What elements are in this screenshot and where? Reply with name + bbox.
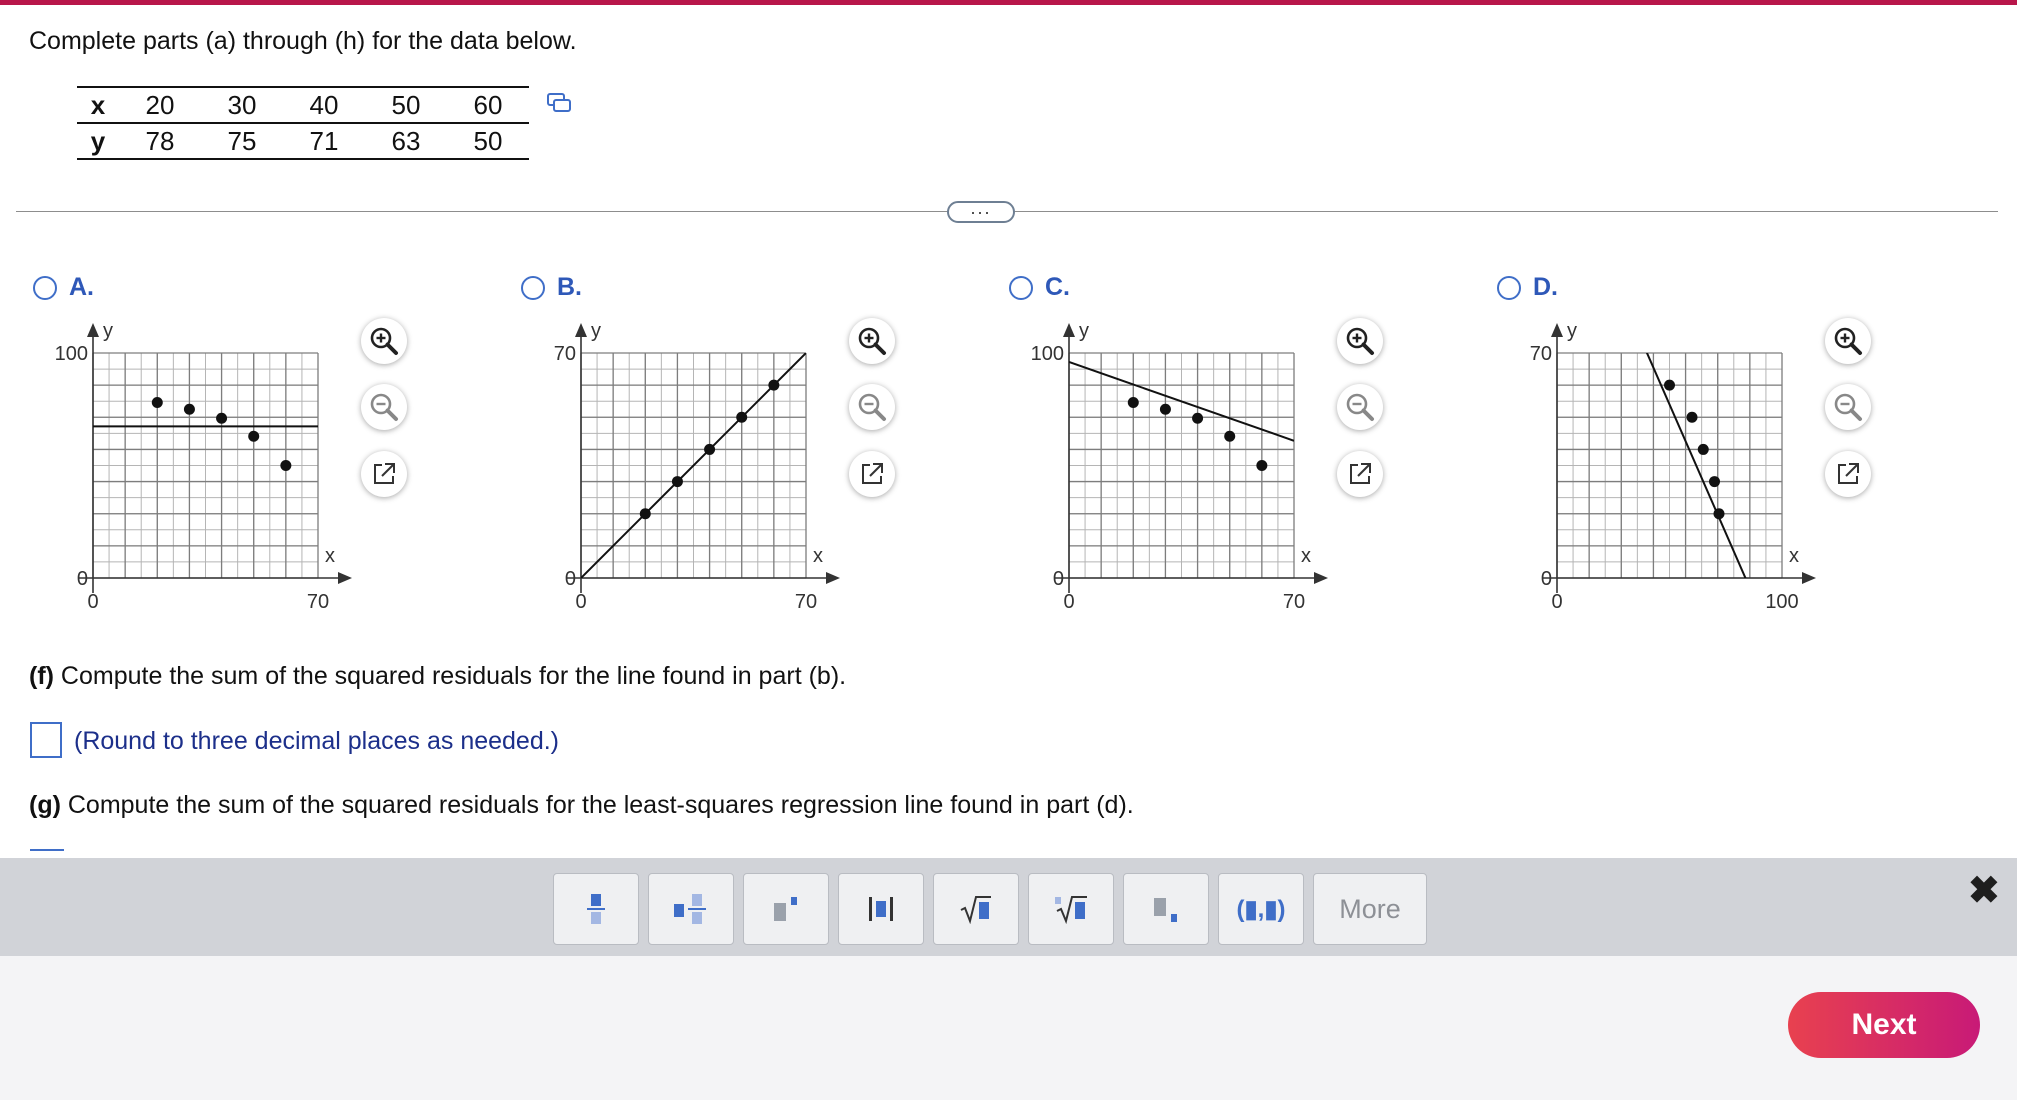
radio-b[interactable] xyxy=(521,276,545,300)
subscript-icon xyxy=(1152,894,1180,924)
data-point xyxy=(736,412,747,423)
open-icon xyxy=(1834,460,1862,488)
scatter-chart-d xyxy=(1504,310,1824,620)
x-axis-label: x xyxy=(813,545,823,567)
data-point xyxy=(1698,444,1709,455)
zoom-out-button-c[interactable] xyxy=(1337,384,1383,430)
data-point xyxy=(1160,404,1171,415)
y-min-tick-label: 0 xyxy=(1540,568,1552,590)
data-table xyxy=(77,86,529,160)
part-f-question xyxy=(29,662,846,691)
x-max-tick-label: 70 xyxy=(794,591,818,613)
part-g-text: Compute the sum of the squared residuals for the least-squares regression line found in part (d). xyxy=(60,791,1134,819)
y-max-tick-label: 100 xyxy=(54,343,88,365)
option-d-label: D. xyxy=(1533,273,1558,301)
option-a[interactable] xyxy=(33,273,94,302)
y-axis-label: y xyxy=(591,320,601,342)
table-cell: 71 xyxy=(283,123,365,159)
open-button-d[interactable] xyxy=(1825,451,1871,497)
zoom-in-button-a[interactable] xyxy=(361,318,407,364)
graph-b xyxy=(528,310,848,620)
data-point xyxy=(1256,460,1267,471)
y-min-tick-label: 0 xyxy=(76,568,88,590)
fraction-icon xyxy=(584,892,608,926)
exponent-icon xyxy=(772,894,800,924)
question-prompt: Complete parts (a) through (h) for the data below. xyxy=(29,27,577,55)
zoom-out-icon xyxy=(857,392,887,422)
x-axis-label: x xyxy=(1789,545,1799,567)
data-point xyxy=(1687,412,1698,423)
absolute-value-icon xyxy=(866,894,896,924)
data-point xyxy=(280,460,291,471)
y-axis-arrow xyxy=(1551,323,1563,337)
table-header-y: y xyxy=(77,123,119,159)
part-g-label: (g) xyxy=(29,791,61,819)
y-max-tick-label: 100 xyxy=(1030,343,1064,365)
zoom-in-icon xyxy=(369,326,399,356)
graph-a xyxy=(40,310,360,620)
square-root-icon xyxy=(959,894,993,924)
close-toolbar-icon[interactable]: ✖ xyxy=(1968,870,2000,912)
graph-d xyxy=(1504,310,1824,620)
zoom-out-button-b[interactable] xyxy=(849,384,895,430)
x-max-tick-label: 70 xyxy=(1282,591,1306,613)
radio-d[interactable] xyxy=(1497,276,1521,300)
option-c-label: C. xyxy=(1045,273,1070,301)
table-cell: 60 xyxy=(447,87,529,123)
open-button-a[interactable] xyxy=(361,451,407,497)
y-min-tick-label: 0 xyxy=(1052,568,1064,590)
expand-more-button[interactable]: ... xyxy=(947,201,1015,223)
footer-bar xyxy=(0,956,2017,1100)
subscript-button[interactable] xyxy=(1123,873,1209,945)
option-b-label: B. xyxy=(557,273,582,301)
data-point xyxy=(672,476,683,487)
x-axis-arrow xyxy=(826,572,840,584)
fraction-button[interactable] xyxy=(553,873,639,945)
x-max-tick-label: 70 xyxy=(306,591,330,613)
open-button-b[interactable] xyxy=(849,451,895,497)
table-header-x: x xyxy=(77,87,119,123)
part-g-answer-input[interactable] xyxy=(30,849,64,851)
scatter-chart-a xyxy=(40,310,360,620)
data-point xyxy=(1192,413,1203,424)
x-axis-label: x xyxy=(1301,545,1311,567)
x-min-tick-label: 0 xyxy=(87,591,99,613)
exponent-button[interactable] xyxy=(743,873,829,945)
next-button[interactable]: Next xyxy=(1788,992,1980,1058)
copy-table-icon[interactable] xyxy=(547,92,571,114)
mixed-number-button[interactable] xyxy=(648,873,734,945)
x-axis-arrow xyxy=(1314,572,1328,584)
zoom-out-icon xyxy=(369,392,399,422)
zoom-in-icon xyxy=(1833,326,1863,356)
zoom-out-button-a[interactable] xyxy=(361,384,407,430)
y-max-tick-label: 70 xyxy=(553,343,576,365)
zoom-out-icon xyxy=(1345,392,1375,422)
zoom-in-icon xyxy=(857,326,887,356)
data-point xyxy=(768,380,779,391)
top-accent-bar xyxy=(0,0,2017,5)
data-point xyxy=(640,508,651,519)
x-min-tick-label: 0 xyxy=(1551,591,1563,613)
zoom-in-button-c[interactable] xyxy=(1337,318,1383,364)
y-axis-label: y xyxy=(1567,320,1577,342)
table-cell: 78 xyxy=(119,123,201,159)
y-axis-label: y xyxy=(103,320,113,342)
table-cell: 75 xyxy=(201,123,283,159)
scatter-chart-b xyxy=(528,310,848,620)
radio-a[interactable] xyxy=(33,276,57,300)
data-point xyxy=(1714,508,1725,519)
x-max-tick-label: 100 xyxy=(1765,591,1799,613)
zoom-out-icon xyxy=(1833,392,1863,422)
open-icon xyxy=(1346,460,1374,488)
scatter-chart-c xyxy=(1016,310,1336,620)
data-point xyxy=(248,431,259,442)
data-point xyxy=(704,444,715,455)
zoom-in-button-b[interactable] xyxy=(849,318,895,364)
x-axis-arrow xyxy=(1802,572,1816,584)
open-button-c[interactable] xyxy=(1337,451,1383,497)
y-axis-arrow xyxy=(1063,323,1075,337)
absolute-value-button[interactable] xyxy=(838,873,924,945)
part-f-label: (f) xyxy=(29,662,54,690)
option-a-label: A. xyxy=(69,273,94,301)
nth-root-icon xyxy=(1053,894,1089,924)
x-min-tick-label: 0 xyxy=(1063,591,1075,613)
more-button[interactable]: More xyxy=(1313,873,1427,945)
table-row-y xyxy=(77,123,529,159)
part-f-text: Compute the sum of the squared residuals for the line found in part (b). xyxy=(53,662,847,690)
part-g-question xyxy=(29,791,1134,820)
open-icon xyxy=(370,460,398,488)
graph-c xyxy=(1016,310,1336,620)
data-point xyxy=(184,404,195,415)
table-cell: 40 xyxy=(283,87,365,123)
x-min-tick-label: 0 xyxy=(575,591,587,613)
ordered-pair-icon: (▮,▮) xyxy=(1236,895,1286,923)
option-c[interactable] xyxy=(1009,273,1070,302)
zoom-in-button-d[interactable] xyxy=(1825,318,1871,364)
table-cell: 50 xyxy=(447,123,529,159)
option-d[interactable] xyxy=(1497,273,1558,302)
table-cell: 63 xyxy=(365,123,447,159)
option-b[interactable] xyxy=(521,273,582,302)
data-point xyxy=(1224,431,1235,442)
rounding-hint: (Round to three decimal places as needed.) xyxy=(74,727,560,755)
data-point xyxy=(1664,380,1675,391)
data-point xyxy=(152,397,163,408)
y-max-tick-label: 70 xyxy=(1529,343,1552,365)
y-axis-arrow xyxy=(575,323,587,337)
data-point xyxy=(1128,397,1139,408)
part-f-answer-input[interactable] xyxy=(30,722,62,758)
y-min-tick-label: 0 xyxy=(564,568,576,590)
mixed-number-icon xyxy=(672,892,710,926)
zoom-out-button-d[interactable] xyxy=(1825,384,1871,430)
table-row-x xyxy=(77,87,529,123)
data-point xyxy=(1709,476,1720,487)
zoom-in-icon xyxy=(1345,326,1375,356)
y-axis-label: y xyxy=(1079,320,1089,342)
square-root-button[interactable] xyxy=(933,873,1019,945)
x-axis-label: x xyxy=(325,545,335,567)
table-cell: 50 xyxy=(365,87,447,123)
nth-root-button[interactable] xyxy=(1028,873,1114,945)
ordered-pair-button[interactable] xyxy=(1218,873,1304,945)
open-icon xyxy=(858,460,886,488)
table-cell: 20 xyxy=(119,87,201,123)
table-cell: 30 xyxy=(201,87,283,123)
x-axis-arrow xyxy=(338,572,352,584)
data-point xyxy=(216,413,227,424)
radio-c[interactable] xyxy=(1009,276,1033,300)
y-axis-arrow xyxy=(87,323,99,337)
